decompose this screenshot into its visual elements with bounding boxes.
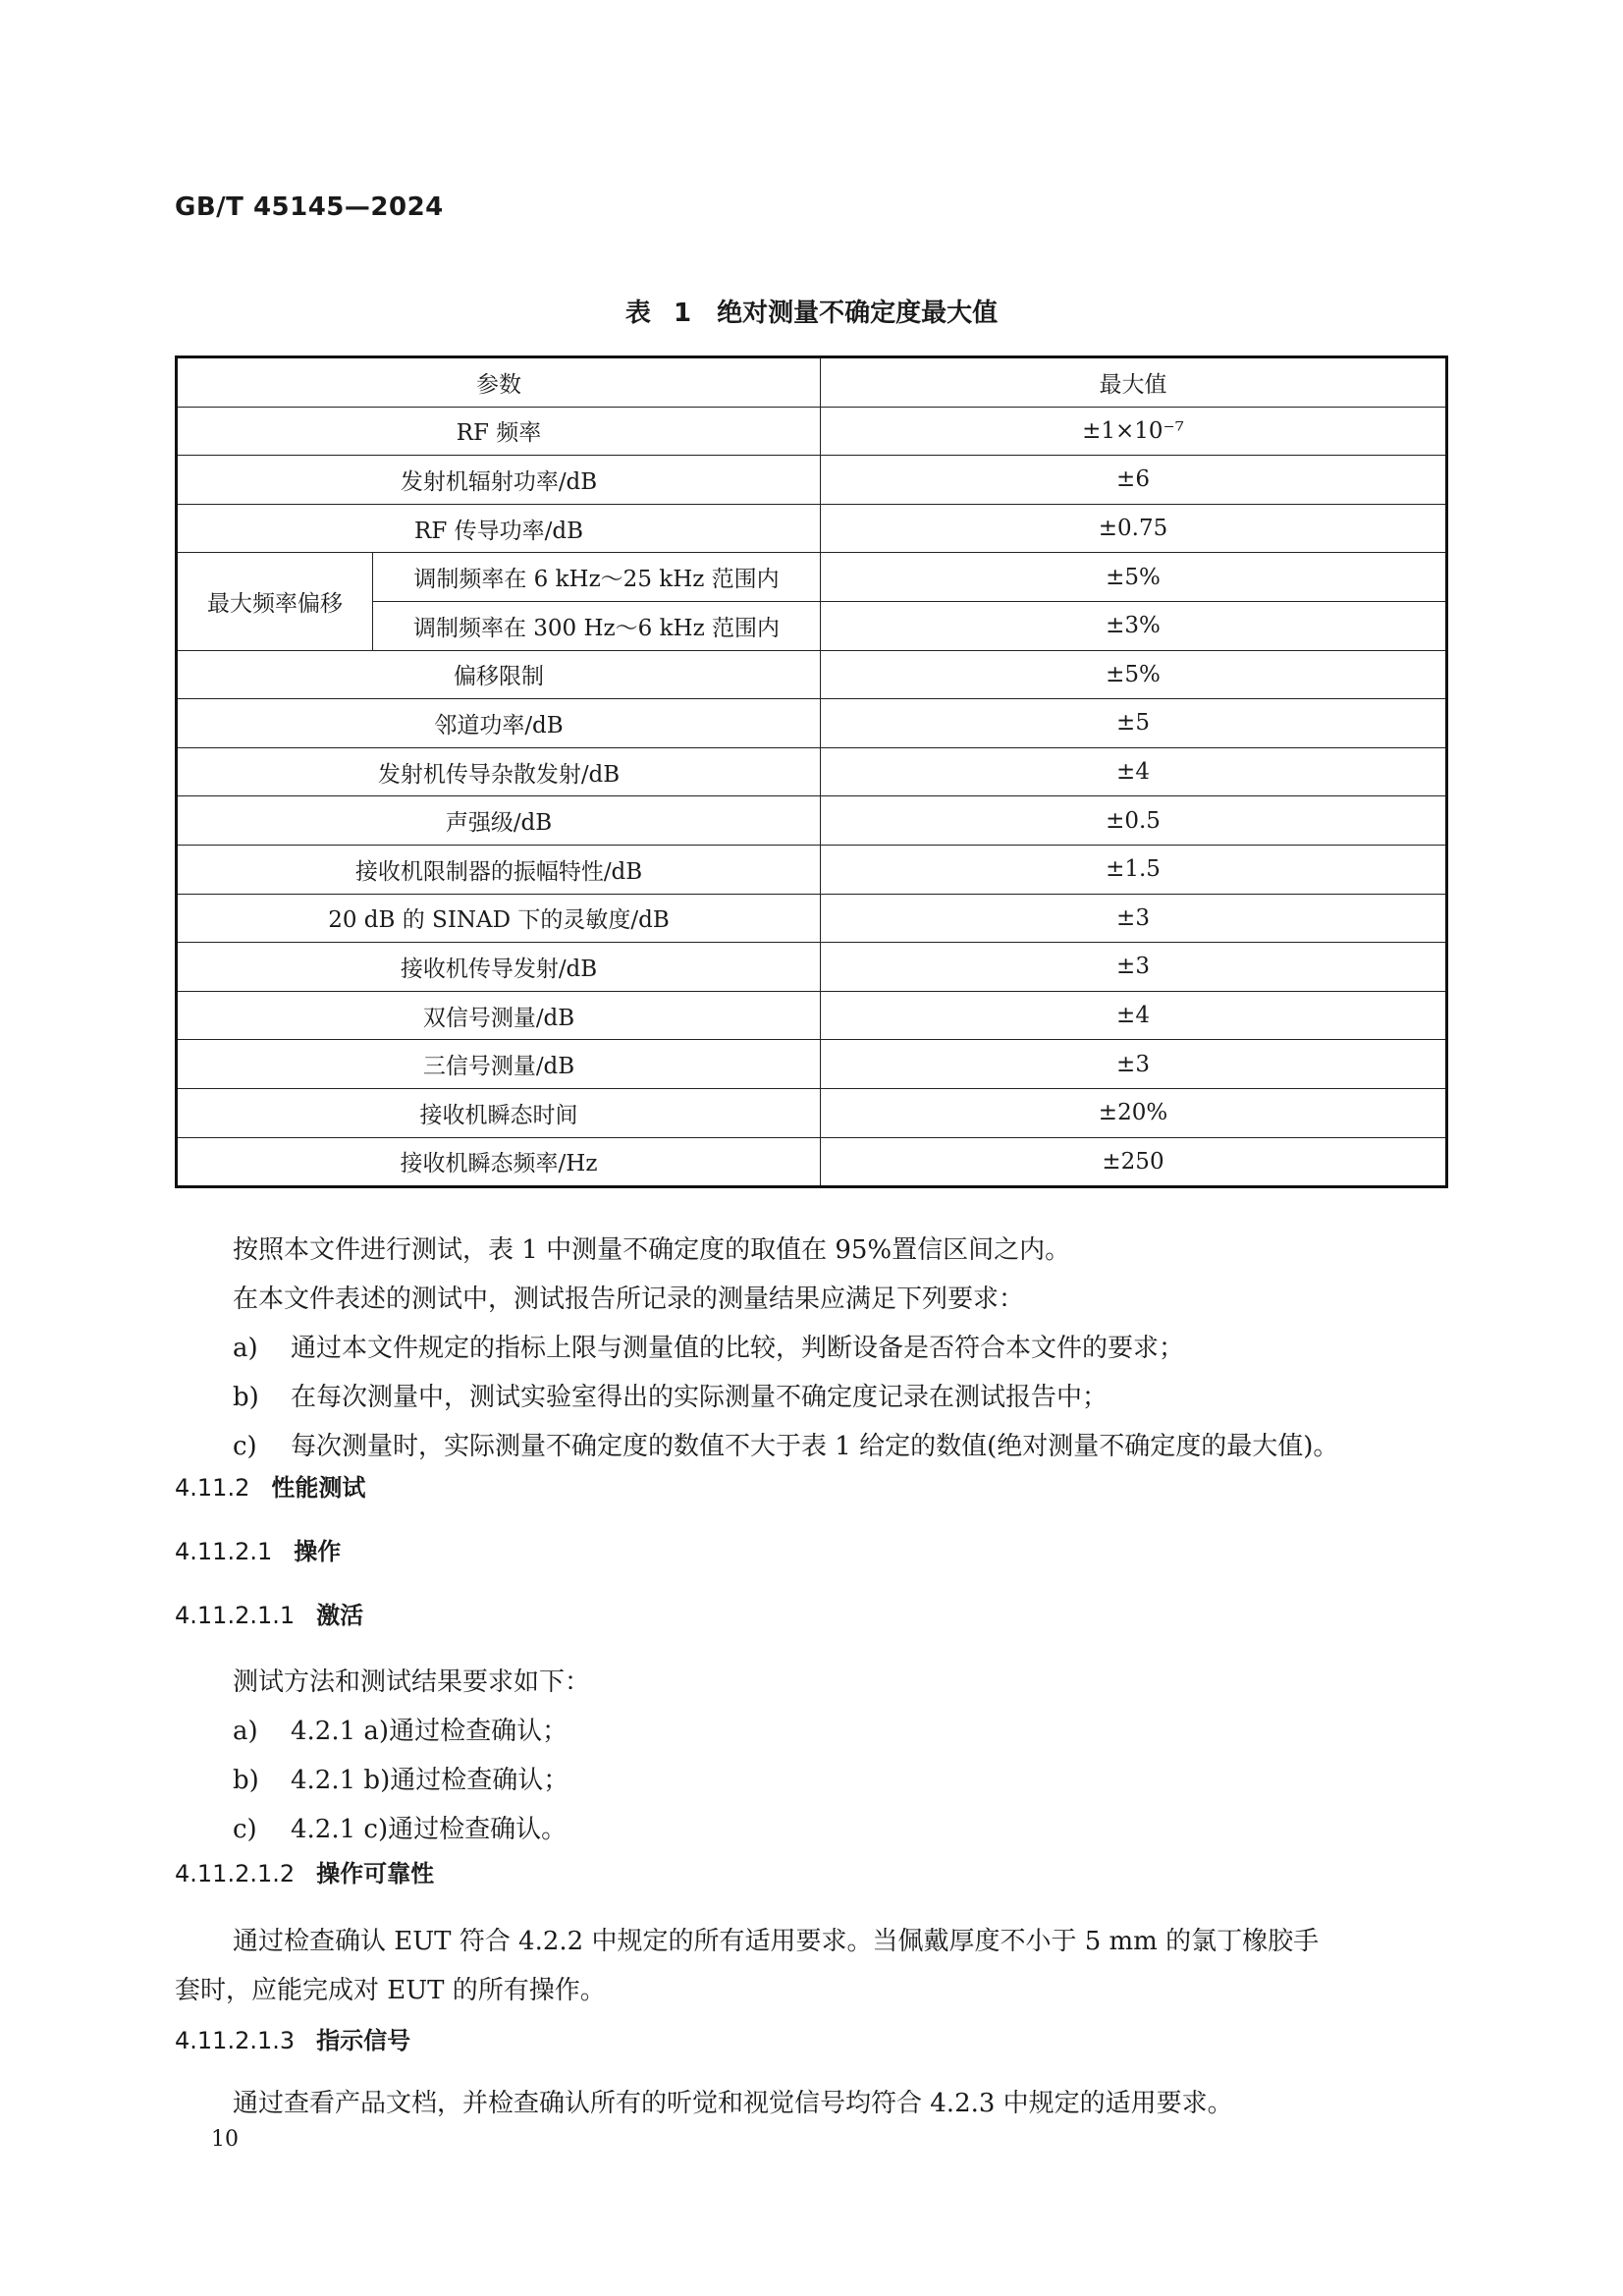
param-cell: 20 dB 的 SINAD 下的灵敏度/dB xyxy=(177,894,821,943)
section-number: 4.11.2.1.1 xyxy=(175,1602,296,1629)
param-cell: 调制频率在 300 Hz～6 kHz 范围内 xyxy=(373,601,821,650)
table-row xyxy=(177,650,1447,699)
table-row xyxy=(177,407,1447,456)
header-param: 参数 xyxy=(177,357,821,408)
value-cell: ±4 xyxy=(821,747,1447,796)
table-row xyxy=(177,1040,1447,1089)
table-header-row xyxy=(177,357,1447,408)
list-item: 在每次测量中，测试实验室得出的实际测量不确定度记录在测试报告中； xyxy=(291,1383,1109,1412)
value-cell: ±250 xyxy=(821,1137,1447,1187)
table-row xyxy=(177,456,1447,505)
paragraph: 通过检查确认 EUT 符合 4.2.2 中规定的所有适用要求。当佩戴厚度不小于 5 mm 的氯丁橡胶手 xyxy=(233,1927,1320,1956)
table-caption: 表 1 绝对测量不确定度最大值 xyxy=(624,299,999,328)
section-title: 性能测试 xyxy=(271,1474,366,1502)
value-cell: ±0.75 xyxy=(821,504,1447,553)
value-cell: ±20% xyxy=(821,1088,1447,1137)
list-marker: b) xyxy=(233,1766,259,1795)
value-cell: ±3% xyxy=(821,601,1447,650)
param-cell: 发射机辐射功率/dB xyxy=(177,456,821,505)
section-heading xyxy=(175,1468,365,1503)
param-cell: 接收机瞬态频率/Hz xyxy=(177,1137,821,1187)
list-item: 4.2.1 c)通过检查确认。 xyxy=(291,1815,568,1844)
param-cell: 邻道功率/dB xyxy=(177,699,821,748)
standard-header: GB/T 45145—2024 xyxy=(175,192,444,222)
param-cell: RF 传导功率/dB xyxy=(177,504,821,553)
paragraph: 按照本文件进行测试，表 1 中测量不确定度的取值在 95%置信区间之内。 xyxy=(233,1235,1071,1265)
param-cell: 接收机传导发射/dB xyxy=(177,943,821,992)
list-marker: c) xyxy=(233,1432,257,1461)
table-row xyxy=(177,894,1447,943)
table-row xyxy=(177,504,1447,553)
section-number: 4.11.2.1.2 xyxy=(175,1860,296,1887)
table-row xyxy=(177,1088,1447,1137)
list-marker: a) xyxy=(233,1717,258,1746)
value-cell: ±0.5 xyxy=(821,796,1447,846)
table-row xyxy=(177,1137,1447,1187)
value-cell: ±6 xyxy=(821,456,1447,505)
section-title: 操作可靠性 xyxy=(316,1860,435,1887)
section-heading xyxy=(175,1854,434,1888)
value-cell: ±4 xyxy=(821,991,1447,1040)
param-cell: RF 频率 xyxy=(177,407,821,456)
value-cell: ±3 xyxy=(821,1040,1447,1089)
param-cell: 双信号测量/dB xyxy=(177,991,821,1040)
table-row xyxy=(177,699,1447,748)
group-cell: 最大频率偏移 xyxy=(177,553,373,650)
value-cell: ±1.5 xyxy=(821,845,1447,894)
page-number: 10 xyxy=(211,2127,239,2152)
table-row xyxy=(177,991,1447,1040)
param-cell: 接收机瞬态时间 xyxy=(177,1088,821,1137)
param-cell: 接收机限制器的振幅特性/dB xyxy=(177,845,821,894)
param-cell: 调制频率在 6 kHz～25 kHz 范围内 xyxy=(373,553,821,602)
section-heading xyxy=(175,1532,341,1566)
value-cell: ±5% xyxy=(821,553,1447,602)
table-row xyxy=(177,845,1447,894)
section-title: 操作 xyxy=(294,1538,342,1565)
value-cell: ±1×10⁻⁷ xyxy=(821,407,1447,456)
section-number: 4.11.2.1.3 xyxy=(175,2027,296,2054)
param-cell: 三信号测量/dB xyxy=(177,1040,821,1089)
paragraph-continuation: 套时，应能完成对 EUT 的所有操作。 xyxy=(175,1976,606,2005)
param-cell: 发射机传导杂散发射/dB xyxy=(177,747,821,796)
list-marker: c) xyxy=(233,1815,257,1844)
section-heading xyxy=(175,1596,363,1630)
value-cell: ±3 xyxy=(821,894,1447,943)
param-cell: 声强级/dB xyxy=(177,796,821,846)
value-cell: ±3 xyxy=(821,943,1447,992)
table-row xyxy=(177,553,1447,602)
list-marker: a) xyxy=(233,1334,258,1363)
section-title: 指示信号 xyxy=(316,2027,411,2054)
paragraph: 测试方法和测试结果要求如下： xyxy=(233,1667,591,1697)
section-heading xyxy=(175,2021,410,2055)
uncertainty-table xyxy=(175,355,1448,1188)
header-max: 最大值 xyxy=(821,357,1447,408)
list-item: 通过本文件规定的指标上限与测量值的比较，判断设备是否符合本文件的要求； xyxy=(291,1334,1185,1363)
list-item: 4.2.1 b)通过检查确认； xyxy=(291,1766,569,1795)
section-number: 4.11.2.1 xyxy=(175,1538,273,1565)
section-number: 4.11.2 xyxy=(175,1474,250,1502)
paragraph: 通过查看产品文档，并检查确认所有的听觉和视觉信号均符合 4.2.3 中规定的适用要求。 xyxy=(233,2089,1233,2118)
list-item: 每次测量时，实际测量不确定度的数值不大于表 1 给定的数值(绝对测量不确定度的最大值)。 xyxy=(291,1432,1339,1461)
value-cell: ±5 xyxy=(821,699,1447,748)
table-row xyxy=(177,943,1447,992)
table-row xyxy=(177,796,1447,846)
table-row xyxy=(177,747,1447,796)
paragraph: 在本文件表述的测试中，测试报告所记录的测量结果应满足下列要求： xyxy=(233,1285,1025,1314)
list-marker: b) xyxy=(233,1383,259,1412)
list-item: 4.2.1 a)通过检查确认； xyxy=(291,1717,568,1746)
param-cell: 偏移限制 xyxy=(177,650,821,699)
value-cell: ±5% xyxy=(821,650,1447,699)
section-title: 激活 xyxy=(316,1602,364,1629)
